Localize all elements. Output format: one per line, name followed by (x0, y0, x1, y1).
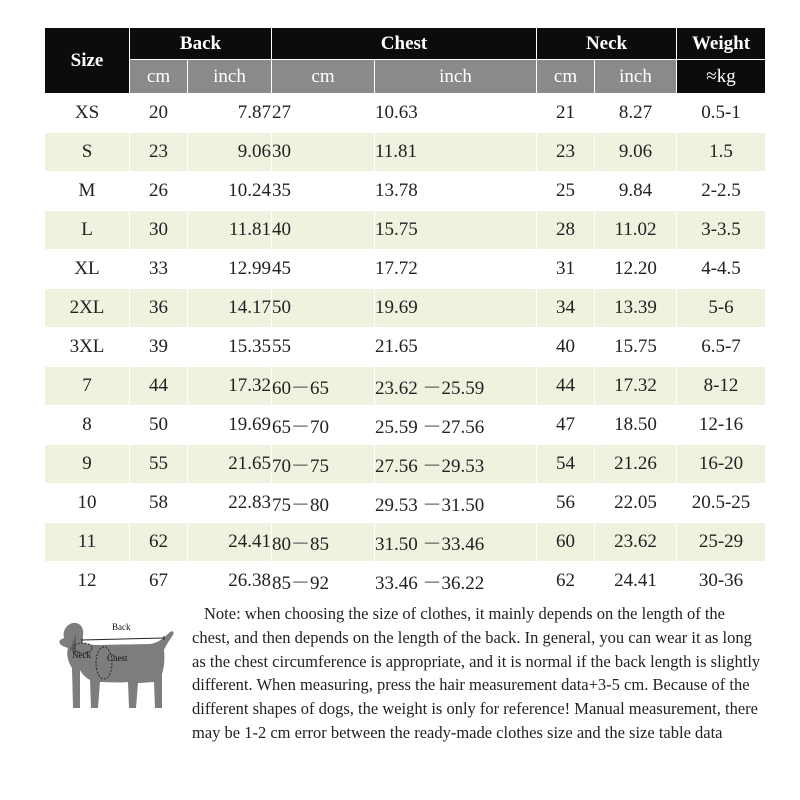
size-cell: 12 (45, 562, 130, 601)
neck-cm-unit: cm (537, 60, 595, 94)
dog-silhouette-icon (46, 608, 186, 718)
back-cm-cell: 36 (130, 289, 188, 328)
back-cm-cell: 30 (130, 211, 188, 250)
size-cell: M (45, 172, 130, 211)
back-inch-cell: 9.06 (188, 133, 272, 172)
back-inch-cell: 21.65 (188, 445, 272, 484)
back-cm-cell: 26 (130, 172, 188, 211)
chest-cm-cell: 85－92 (272, 562, 375, 601)
chest-inch-unit: inch (375, 60, 537, 94)
chest-cm-cell: 55 (272, 328, 375, 367)
chest-cm-cell: 30 (272, 133, 375, 172)
back-cm-cell: 62 (130, 523, 188, 562)
neck-inch-cell: 13.39 (595, 289, 677, 328)
table-row (45, 523, 766, 562)
chest-inch-cell: 10.63 (375, 94, 537, 133)
back-cm-cell: 50 (130, 406, 188, 445)
neck-cm-cell: 31 (537, 250, 595, 289)
weight-cell: 20.5-25 (677, 484, 766, 523)
weight-cell: 6.5-7 (677, 328, 766, 367)
size-cell: 11 (45, 523, 130, 562)
back-inch-cell: 19.69 (188, 406, 272, 445)
neck-inch-cell: 11.02 (595, 211, 677, 250)
weight-kg-unit: ≈kg (677, 60, 766, 94)
table-row (45, 133, 766, 172)
chest-inch-cell: 33.46 －36.22 (375, 562, 537, 601)
chest-inch-cell: 31.50 －33.46 (375, 523, 537, 562)
size-cell: 10 (45, 484, 130, 523)
chest-cm-cell: 45 (272, 250, 375, 289)
neck-inch-cell: 21.26 (595, 445, 677, 484)
back-cm-cell: 67 (130, 562, 188, 601)
neck-cm-cell: 21 (537, 94, 595, 133)
table-row (45, 484, 766, 523)
neck-inch-cell: 22.05 (595, 484, 677, 523)
neck-cm-cell: 44 (537, 367, 595, 406)
back-cm-cell: 39 (130, 328, 188, 367)
chest-inch-cell: 25.59 －27.56 (375, 406, 537, 445)
weight-cell: 25-29 (677, 523, 766, 562)
back-inch-cell: 26.38 (188, 562, 272, 601)
neck-header: Neck (537, 28, 677, 60)
diagram-chest-label: Chest (107, 653, 128, 663)
back-inch-cell: 17.32 (188, 367, 272, 406)
chest-cm-cell: 27 (272, 94, 375, 133)
chest-inch-cell: 27.56 －29.53 (375, 445, 537, 484)
neck-inch-cell: 23.62 (595, 523, 677, 562)
chest-cm-unit: cm (272, 60, 375, 94)
size-table (44, 27, 766, 601)
chest-header: Chest (272, 28, 537, 60)
size-note (192, 602, 767, 745)
chest-cm-cell: 65－70 (272, 406, 375, 445)
back-cm-unit: cm (130, 60, 188, 94)
weight-cell: 12-16 (677, 406, 766, 445)
chest-inch-cell: 15.75 (375, 211, 537, 250)
weight-cell: 8-12 (677, 367, 766, 406)
neck-inch-cell: 15.75 (595, 328, 677, 367)
chest-cm-cell: 80－85 (272, 523, 375, 562)
weight-cell: 4-4.5 (677, 250, 766, 289)
size-cell: 2XL (45, 289, 130, 328)
weight-cell: 16-20 (677, 445, 766, 484)
table-row (45, 250, 766, 289)
neck-cm-cell: 56 (537, 484, 595, 523)
diagram-back-label: Back (112, 622, 131, 632)
chest-inch-cell: 11.81 (375, 133, 537, 172)
neck-inch-cell: 17.32 (595, 367, 677, 406)
table-row (45, 328, 766, 367)
neck-inch-cell: 12.20 (595, 250, 677, 289)
back-cm-cell: 33 (130, 250, 188, 289)
neck-cm-cell: 34 (537, 289, 595, 328)
back-inch-unit: inch (188, 60, 272, 94)
table-row (45, 289, 766, 328)
chest-inch-cell: 13.78 (375, 172, 537, 211)
table-row (45, 172, 766, 211)
back-inch-cell: 15.35 (188, 328, 272, 367)
back-inch-cell: 24.41 (188, 523, 272, 562)
weight-cell: 2-2.5 (677, 172, 766, 211)
size-cell: 8 (45, 406, 130, 445)
diagram-neck-label: Neck (72, 650, 91, 660)
neck-cm-cell: 23 (537, 133, 595, 172)
chest-inch-cell: 29.53 －31.50 (375, 484, 537, 523)
chest-cm-cell: 50 (272, 289, 375, 328)
table-row (45, 445, 766, 484)
chest-cm-cell: 70－75 (272, 445, 375, 484)
chest-inch-cell: 19.69 (375, 289, 537, 328)
neck-cm-cell: 54 (537, 445, 595, 484)
dog-measurement-diagram (46, 608, 186, 718)
neck-inch-cell: 9.84 (595, 172, 677, 211)
neck-inch-unit: inch (595, 60, 677, 94)
table-row (45, 562, 766, 601)
size-cell: S (45, 133, 130, 172)
neck-cm-cell: 40 (537, 328, 595, 367)
chest-inch-cell: 21.65 (375, 328, 537, 367)
back-inch-cell: 14.17 (188, 289, 272, 328)
back-cm-cell: 20 (130, 94, 188, 133)
weight-cell: 0.5-1 (677, 94, 766, 133)
back-cm-cell: 23 (130, 133, 188, 172)
weight-cell: 1.5 (677, 133, 766, 172)
size-note-text: Note: when choosing the size of clothes, it mainly depends on the length of the chest, and then depends on the length of the back. In general, you can wear it as long as the chest circumference is appropriate, and it is normal if the back length is slightly different. When measuring, press the hair measurement data+3-5 cm. Because of the different shapes of dogs, the weight is only for reference! Manual measurement, there may be 1-2 cm error between the ready-made clothes size and the size table data (192, 604, 761, 742)
weight-cell: 3-3.5 (677, 211, 766, 250)
size-cell: XS (45, 94, 130, 133)
chest-inch-cell: 23.62 －25.59 (375, 367, 537, 406)
neck-inch-cell: 8.27 (595, 94, 677, 133)
chest-cm-cell: 35 (272, 172, 375, 211)
chest-cm-cell: 40 (272, 211, 375, 250)
neck-cm-cell: 25 (537, 172, 595, 211)
table-row (45, 211, 766, 250)
back-inch-cell: 10.24 (188, 172, 272, 211)
back-inch-cell: 11.81 (188, 211, 272, 250)
size-cell: 7 (45, 367, 130, 406)
table-row (45, 94, 766, 133)
neck-inch-cell: 9.06 (595, 133, 677, 172)
size-cell: XL (45, 250, 130, 289)
size-cell: 9 (45, 445, 130, 484)
neck-cm-cell: 60 (537, 523, 595, 562)
size-cell: 3XL (45, 328, 130, 367)
weight-cell: 5-6 (677, 289, 766, 328)
back-cm-cell: 55 (130, 445, 188, 484)
weight-cell: 30-36 (677, 562, 766, 601)
table-row (45, 367, 766, 406)
back-inch-cell: 22.83 (188, 484, 272, 523)
back-inch-cell: 12.99 (188, 250, 272, 289)
back-cm-cell: 44 (130, 367, 188, 406)
size-header: Size (45, 28, 130, 94)
back-cm-cell: 58 (130, 484, 188, 523)
neck-cm-cell: 28 (537, 211, 595, 250)
chest-inch-cell: 17.72 (375, 250, 537, 289)
chest-cm-cell: 75－80 (272, 484, 375, 523)
table-body (45, 94, 766, 601)
back-inch-cell: 7.87 (188, 94, 272, 133)
neck-inch-cell: 24.41 (595, 562, 677, 601)
weight-header: Weight (677, 28, 766, 60)
chest-cm-cell: 60－65 (272, 367, 375, 406)
neck-inch-cell: 18.50 (595, 406, 677, 445)
size-cell: L (45, 211, 130, 250)
neck-cm-cell: 47 (537, 406, 595, 445)
back-header: Back (130, 28, 272, 60)
table-row (45, 406, 766, 445)
neck-cm-cell: 62 (537, 562, 595, 601)
